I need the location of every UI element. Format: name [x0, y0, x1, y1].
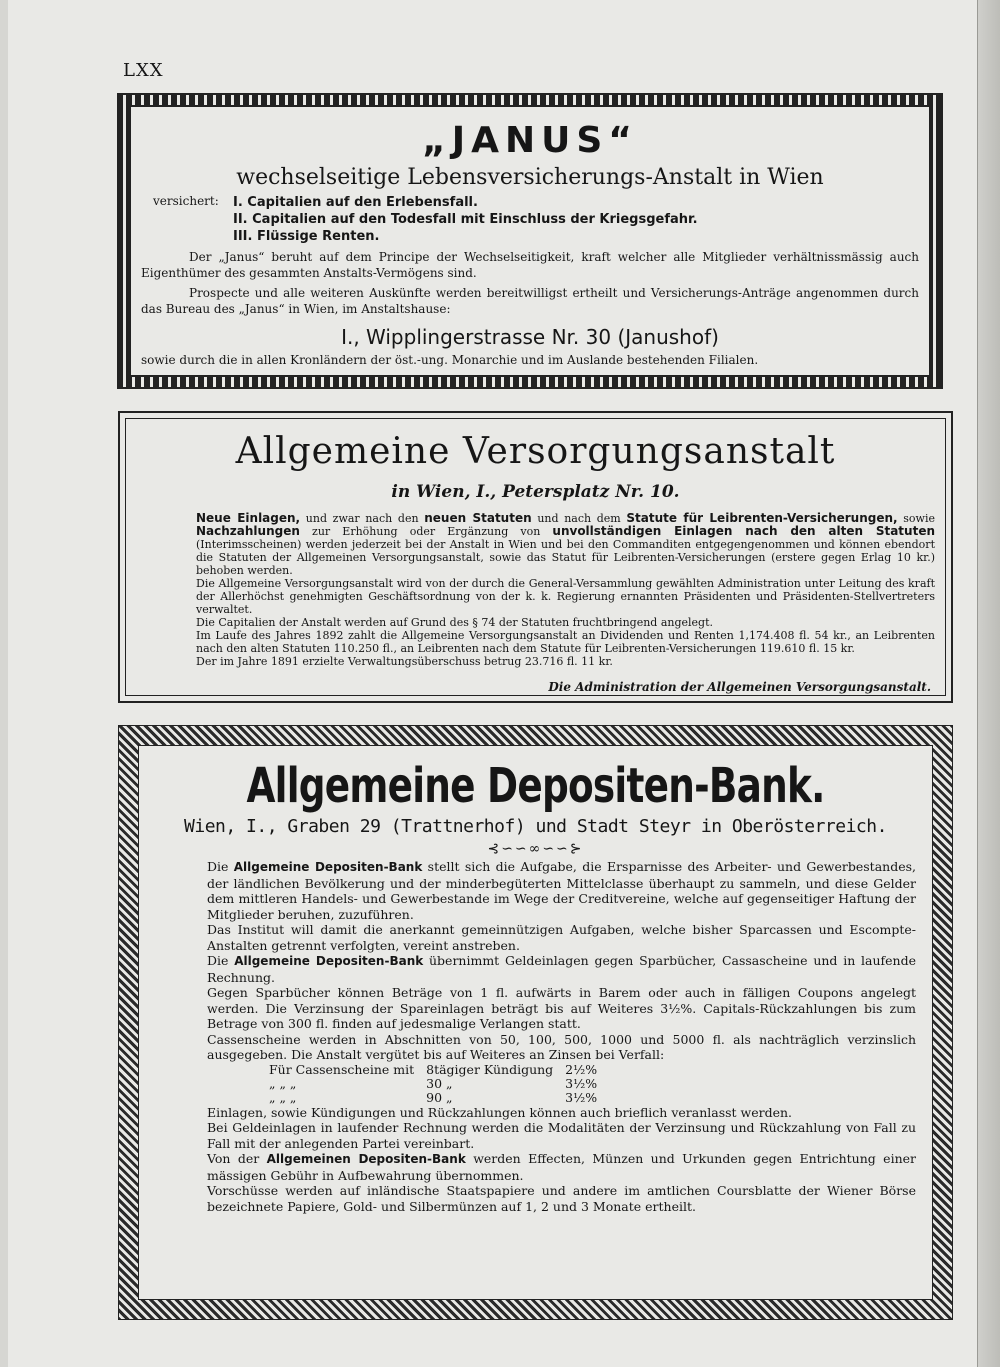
flourish-ornament-icon: ⊰∽∽∞∽∽⊱ — [487, 841, 584, 857]
versorgungsanstalt-advertisement — [118, 411, 953, 703]
bank-paragraph-2: Das Institut will damit die anerkannt gemeinnützigen Aufgaben, welche bisher Sparcassen und Escompte-Anstalten getrennt verfolgten, vereint anstreben. — [207, 922, 916, 953]
bank-paragraph-3 — [155, 953, 916, 985]
janus-paragraph-2 — [141, 285, 919, 317]
bank-name-bold: Allgemeine Depositen-Bank — [233, 860, 423, 874]
text: Die — [207, 859, 234, 874]
versorgung-paragraph-4: Im Laufe des Jahres 1892 zahlt die Allgemeine Versorgungsanstalt an Dividenden und Renten 1,174.408 fl. 54 kr., an Leibrenten nach den alten Statuten 110.250 fl., an Leibrenten nach dem Statute für Leibrenten-Versicherungen 119.610 fl. 15 kr. — [196, 629, 935, 655]
bank-paragraph-5: Cassenscheine werden in Abschnitten von 50, 100, 500, 1000 und 5000 fl. als nachträglich verzinslich ausgegeben. Die Anstalt vergütet bis auf Weiteres an Zinsen bei Verfall: — [207, 1031, 916, 1062]
rate-cell: 8tägiger Kündigung — [426, 1061, 554, 1077]
bold-text: neuen Statuten — [424, 511, 532, 525]
table-row — [263, 1091, 603, 1105]
rate-cell: 90 „ — [426, 1089, 453, 1105]
rate-cell: 3½% — [565, 1089, 598, 1105]
versorgung-body — [136, 512, 935, 668]
text: Die — [207, 953, 235, 968]
table-row — [263, 1063, 603, 1077]
text: sowie — [897, 512, 935, 525]
page-edge-left — [0, 0, 8, 1367]
janus-footer: sowie durch die in allen Kronländern der öst.-ung. Monarchie und im Auslande bestehenden Filialen. — [141, 353, 759, 367]
bold-text: Nachzahlungen — [196, 524, 300, 538]
janus-advertisement — [117, 93, 943, 389]
text: zur Erhöhung oder Ergänzung von — [299, 525, 553, 538]
bold-text: Statute für Leibrenten-Versicherungen, — [626, 511, 898, 525]
janus-subtitle: wechselseitige Lebensversicherungs-Anstalt in Wien — [236, 165, 824, 190]
text: werden Effecten, Münzen und Urkunden gegen Entrichtung einer mässigen Gebühr in Aufbewahrung übernommen. — [207, 1151, 916, 1183]
bank-paragraph-7: Bei Geldeinlagen in laufender Rechnung werden die Modalitäten der Verzinsung und Rückzahlung von Fall zu Fall mit der anlegenden Partei vereinbart. — [207, 1120, 916, 1151]
versorgung-signature: Die Administration der Allgemeinen Versorgungsanstalt. — [548, 680, 931, 694]
janus-insure-item: III. Flüssige Renten. — [233, 229, 380, 244]
text: und zwar nach den — [300, 512, 425, 525]
janus-insure-item: II. Capitalien auf den Todesfall mit Einschluss der Kriegsgefahr. — [233, 212, 698, 227]
janus-paragraph-text: Prospecte und alle weiteren Auskünfte werden bereitwilligst ertheilt und Versicherungs-Anträge angenommen durch das Bureau des „Janus“ in Wien, im Anstaltshause: — [141, 286, 919, 316]
bank-name-bold: Allgemeine Depositen-Bank — [234, 954, 424, 968]
rate-cell: 2½% — [565, 1061, 598, 1077]
janus-insures-items — [233, 194, 919, 245]
bold-text: Neue Einlagen, — [196, 511, 301, 525]
bank-paragraph-8 — [155, 1151, 916, 1183]
rate-cell: „ „ „ — [269, 1075, 297, 1091]
bank-paragraph-9: Vorschüsse werden auf inländische Staatspapiere und andere im amtlichen Coursblatte der Wiener Börse bezeichnete Papiere, Gold- und Silbermünzen auf 1, 2 und 3 Monate ertheilt. — [207, 1183, 916, 1214]
janus-insurance-list — [141, 194, 919, 245]
janus-inner-frame — [129, 105, 931, 377]
bank-paragraph-4: Gegen Sparbücher können Beträge von 1 fl. aufwärts in Barem oder auch in fälligen Coupons angelegt werden. Die Verzinsung der Spareinlagen beträgt bis auf Weiteres 3½%. Capitals-Rückzahlungen bis zum Betrage von 300 fl. finden auf jedesmalige Verlangen statt. — [207, 985, 916, 1031]
text: Von der — [207, 1151, 267, 1166]
page-number: LXX — [123, 60, 164, 81]
rate-cell: 3½% — [565, 1075, 598, 1091]
bank-title: Allgemeine Depositen-Bank. — [246, 758, 825, 814]
janus-insures-label: versichert: — [153, 194, 219, 208]
rate-cell: Für Cassenscheine mit — [269, 1061, 415, 1077]
versorgung-paragraph-3: Die Capitalien der Anstalt werden auf Grund des § 74 der Statuten fruchtbringend angelegt. — [196, 616, 714, 629]
bank-paragraph-1 — [155, 859, 916, 922]
bank-paragraph-6: Einlagen, sowie Kündigungen und Rückzahlungen können auch brieflich veranlasst werden. — [207, 1104, 793, 1120]
janus-address: I., Wipplingerstrasse Nr. 30 (Janushof) — [341, 325, 719, 349]
janus-title: „JANUS“ — [422, 120, 638, 161]
versorgung-paragraph-5: Der im Jahre 1891 erzielte Verwaltungsüberschuss betrug 23.716 fl. 11 kr. — [196, 655, 613, 668]
versorgung-paragraph-1 — [136, 512, 935, 577]
versorgung-subtitle: in Wien, I., Petersplatz Nr. 10. — [391, 482, 680, 502]
text: stellt sich die Aufgabe, die Ersparnisse des Arbeiter- und Gewerbestandes, der ländlichen Bevölkerung und der minderbegüterten Mittelclasse überhaupt zu sammeln, und diese Gelder dem mittleren Handels- und Gewerbestande im Wege der Creditvereine, welche auf gegenseitiger Haftung der Mitglieder beruhen, zuzuführen. — [207, 859, 916, 922]
versorgung-title: Allgemeine Versorgungsanstalt — [235, 431, 836, 472]
bank-inner-frame — [138, 745, 933, 1300]
versorgung-paragraph-2: Die Allgemeine Versorgungsanstalt wird von der durch die General-Versammlung gewählten Administration unter Leitung des kraft der Allerhöchst genehmigten Geschäftsordnung von der k. k. Regierung ernannten Präsidenten und Präsidenten-Stellvertreters verwaltet. — [196, 577, 935, 616]
versorgung-inner-frame — [125, 418, 946, 696]
interest-rate-table — [263, 1063, 603, 1105]
bank-address: Wien, I., Graben 29 (Trattnerhof) und Stadt Steyr in Oberösterreich. — [184, 816, 887, 837]
janus-paragraph-text: Der „Janus“ beruht auf dem Principe der Wechselseitigkeit, kraft welcher alle Mitglieder verhältnissmässig auch Eigenthümer des gesammten Anstalts-Vermögens sind. — [141, 250, 919, 280]
janus-insure-item: I. Capitalien auf den Erlebensfall. — [233, 195, 478, 210]
bold-text: unvollständigen Einlagen nach den alten Statuten — [552, 524, 935, 538]
rate-cell: „ „ „ — [269, 1089, 297, 1105]
rate-cell: 30 „ — [426, 1075, 453, 1091]
text: und nach dem — [531, 512, 627, 525]
text: übernimmt Geldeinlagen gegen Sparbücher, Cassascheine und in laufende Rechnung. — [207, 953, 917, 985]
table-row — [263, 1077, 603, 1091]
bank-body — [155, 859, 916, 1214]
page-edge-right — [977, 0, 1000, 1367]
bank-name-bold: Allgemeinen Depositen-Bank — [266, 1152, 466, 1166]
text: (Interimsscheinen) werden jederzeit bei der Anstalt in Wien und bei den Commanditen entgegengenommen und können ebendort die Statuten der Allgemeinen Versorgungsanstalt, sowie das Statut für Leibrenten-Versicherungen (erstere gegen Erlag 10 kr.) behoben werden. — [196, 538, 935, 577]
depositen-bank-advertisement — [118, 725, 953, 1320]
janus-paragraph-1 — [141, 249, 919, 281]
